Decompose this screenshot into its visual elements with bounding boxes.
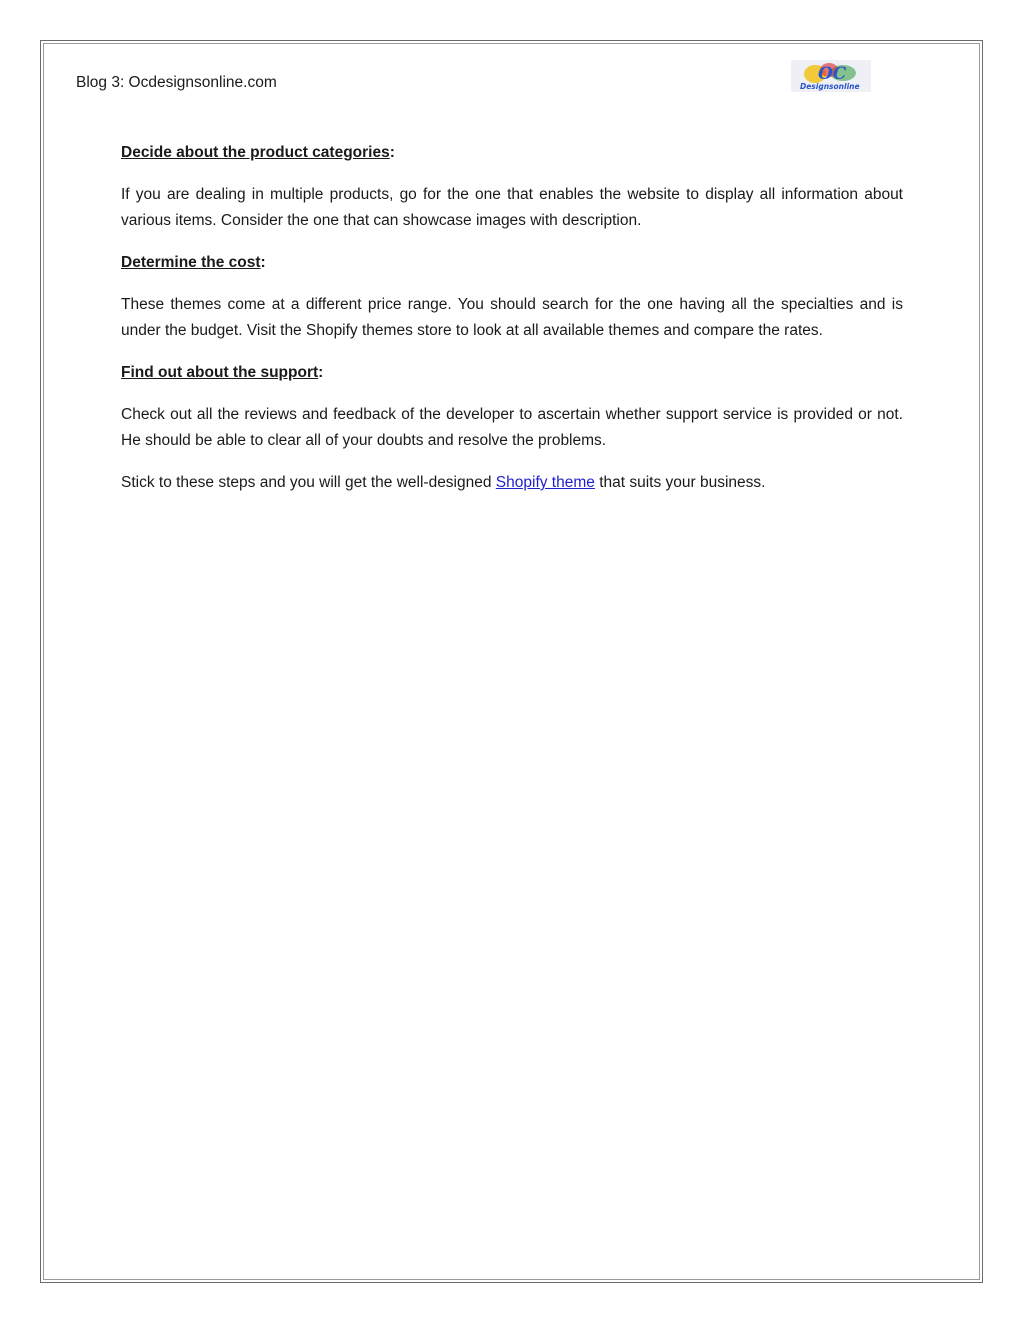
heading-colon: : [389,144,395,161]
logo-sub-text: Designsonline [800,82,860,91]
heading-colon: : [318,364,324,381]
section-body-support: Check out all the reviews and feedback of the developer to ascertain whether support service is provided or not. He should be able to clear all of your doubts and resolve the problems. [121,406,903,449]
ocdesignsonline-logo [791,60,871,92]
heading-colon: : [260,254,266,271]
heading-text: Decide about the product categories [121,144,390,161]
heading-text: Determine the cost [121,254,261,271]
logo-main-text: OC [818,64,847,84]
heading-text: Find out about the support [121,364,319,381]
section-heading-categories [121,140,903,166]
closing-paragraph [121,470,903,496]
section-heading-cost [121,250,903,276]
document-header-title: Blog 3: Ocdesignsonline.com [76,74,277,91]
closing-text-before: Stick to these steps and you will get the well-designed [121,474,496,491]
document-body [121,140,903,512]
section-body-cost: These themes come at a different price range. You should search for the one having all the specialties and is under the budget. Visit the Shopify themes store to look at all available themes and compare the rates. [121,296,903,339]
closing-text-after: that suits your business. [594,474,766,491]
section-heading-support [121,360,903,386]
section-body-categories: If you are dealing in multiple products, go for the one that enables the website to display all information about various items. Consider the one that can showcase images with description. [121,186,903,229]
shopify-theme-link[interactable]: Shopify theme [495,474,595,491]
